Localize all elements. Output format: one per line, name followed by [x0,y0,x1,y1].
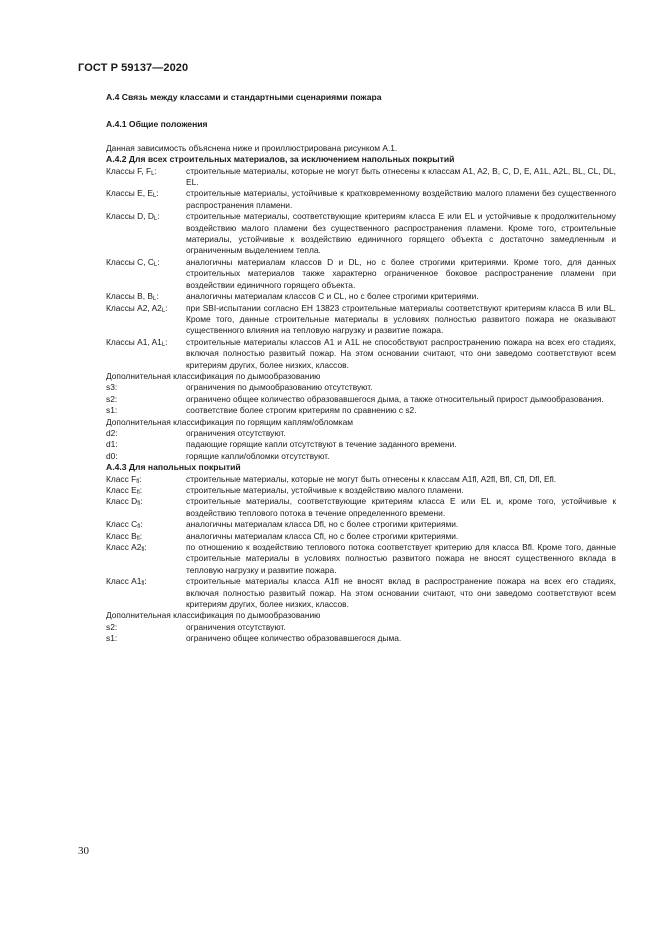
class-label: Класс $C_{fl}$: [106,519,143,531]
class-label: Класс $A1_{fl}$: [106,576,147,588]
class-row [106,291,616,302]
classification-code: s1: [106,633,118,644]
classification-row [106,622,616,633]
classification-description: соответствие более строгим критериям по сравнению с s2. [186,405,417,416]
classification-code: s2: [106,621,118,632]
classification-row [106,405,616,416]
class-label: Классы F, $F_L$: [106,165,157,177]
section-title: А.4 Связь между классами и стандартными сценариями пожара [106,92,382,102]
class-row [106,257,616,291]
class-row [106,576,616,610]
class-row [106,303,616,337]
class-description: при SBI-испытании согласно ЕН 13823 строительные материалы соответствуют критериям класса B или BL. Кроме того, данные строительные материалы в условиях полностью развитого пожара не оказывают существенного влияния на тепловую нагрузку и развитие пожара. [186,302,616,336]
subsection-2-droplets-heading: Дополнительная классификация по горящим каплям/обломкам [106,416,353,427]
subsection-1-title: А.4.1 Общие положения [106,119,208,130]
subsection-2-smoke-heading: Дополнительная классификация по дымообразованию [106,370,321,381]
subsection-3-classes [106,474,616,611]
class-row [106,188,616,211]
classification-code: d0: [106,450,118,461]
class-row [106,166,616,189]
subsection-1-text: Данная зависимость объяснена ниже и проиллюстрирована рисунком А.1. [106,142,398,153]
classification-description: ограничения отсутствуют. [186,427,286,438]
class-description: строительные материалы, которые не могут быть отнесены к классам A1fl, A2fl, Bfl, Cfl, Dfl, Efl. [186,473,557,484]
class-description: строительные материалы классов A1 и A1L не способствуют распространению пожара на всех его стадиях, включая полностью развитый пожар. На этом основании считают, что они заведомо соответствуют всем критериям других, более низких, классов. [186,336,616,370]
class-description: аналогичны материалам классов D и DL, но с более строгими критериями. Кроме того, для данных строительных материалов также характерно ограниченное боковое распространение пламени при воздействии единичного горящего объекта. [186,256,616,290]
subsection-2-classes [106,166,616,371]
classification-row [106,394,616,405]
class-row [106,496,616,519]
class-description: аналогичны материалам классов C и CL, но с более строгими критериями. [186,291,479,302]
standard-header: ГОСТ Р 59137—2020 [78,62,189,74]
classification-code: s2: [106,393,118,404]
classification-code: d2: [106,427,118,438]
class-row [106,337,616,371]
classification-row [106,382,616,393]
classification-code: d1: [106,439,118,450]
classification-row [106,428,616,439]
class-description: строительные материалы, которые не могут быть отнесены к классам A1, A2, B, C, D, E, A1L, A2L, BL, CL, DL, EL. [186,165,616,188]
classification-row [106,451,616,462]
classification-description: горящие капли/обломки отсутствуют. [186,450,330,461]
classification-description: ограничено общее количество образовавшегося дыма, а также относительный прирост дымообразования. [186,393,604,404]
subsection-3-title: А.4.3 Для напольных покрытий [106,462,241,473]
class-row [106,542,616,576]
subsection-3-smoke-list [106,622,616,645]
page-number: 30 [78,845,89,857]
class-description: строительные материалы, устойчивые к кратковременному воздействию малого пламени без существенного распространения пламени. [186,188,616,210]
class-description: аналогичны материалам класса Dfl, но с более строгими критериями. [186,519,459,530]
subsection-2-droplets-list [106,428,616,462]
class-label: Класс $F_{fl}$: [106,473,142,485]
class-description: строительные материалы класса A1fl не вносят вклад в распространение пожара на всех его стадиях, включая полностью развитый пожар. На этом основании считают, что они заведомо соответствуют всем критериям других, более низких, классов. [186,576,616,610]
class-label: Классы A2, $A2_L$: [106,302,168,314]
class-description: аналогичны материалам класса Cfl, но с более строгими критериями. [186,530,459,541]
classification-description: ограничения отсутствуют. [186,621,286,632]
classification-description: ограничения по дымообразованию отсутствуют. [186,382,373,393]
classification-code: s1: [106,405,118,416]
class-row [106,474,616,485]
subsection-3-smoke-heading: Дополнительная классификация по дымообразованию [106,610,321,621]
class-label: Класс $E_{fl}$: [106,485,143,496]
class-row [106,211,616,257]
subsection-2-title: А.4.2 Для всех строительных материалов, за исключением напольных покрытий [106,154,455,165]
class-description: по отношению к воздействию теплового потока соответствует критерию для класса Bfl. Кроме того, данные строительные материалы в условиях полностью развитого пожара не вносят существенного вклада в тепловую нагрузку и развитие пожара. [186,542,616,575]
classification-row [106,633,616,644]
class-label: Класс $B_{fl}$: [106,530,143,542]
classification-row [106,439,616,450]
class-description: строительные материалы, устойчивые к воздействию малого пламени. [186,485,464,495]
classification-code: s3: [106,382,118,393]
class-row [106,485,616,496]
classification-description: падающие горящие капли отсутствуют в течение заданного времени. [186,439,457,450]
class-description: строительные материалы, соответствующие критериям класса Е или EL и устойчивые к продолжительному воздействию малого пламени без существенного распространения пламени. Кроме того, строительные материалы, устойчивые к воздействию единичного горящего объекта с достаточно замедленным и ограниченным выделением тепла. [186,211,616,256]
class-label: Классы A1, $A1_L$: [106,336,168,348]
class-label: Классы C, $C_L$: [106,256,160,268]
class-description: строительные материалы, соответствующие критериям класса Е или EL и, кроме того, устойчивые к воздействию теплового потока в течение определенного времени. [186,496,616,518]
class-label: Класс $D_{fl}$: [106,496,143,508]
class-row [106,531,616,542]
class-label: Классы B, $B_L$: [106,291,159,303]
class-row [106,519,616,530]
class-label: Класс $A2_{fl}$: [106,542,147,554]
class-label: Классы D, $D_L$: [106,211,160,223]
content [106,92,616,645]
classification-description: ограничено общее количество образовавшегося дыма. [186,633,402,644]
class-label: Классы E, $E_L$: [106,188,159,200]
subsection-2-smoke-list [106,382,616,416]
